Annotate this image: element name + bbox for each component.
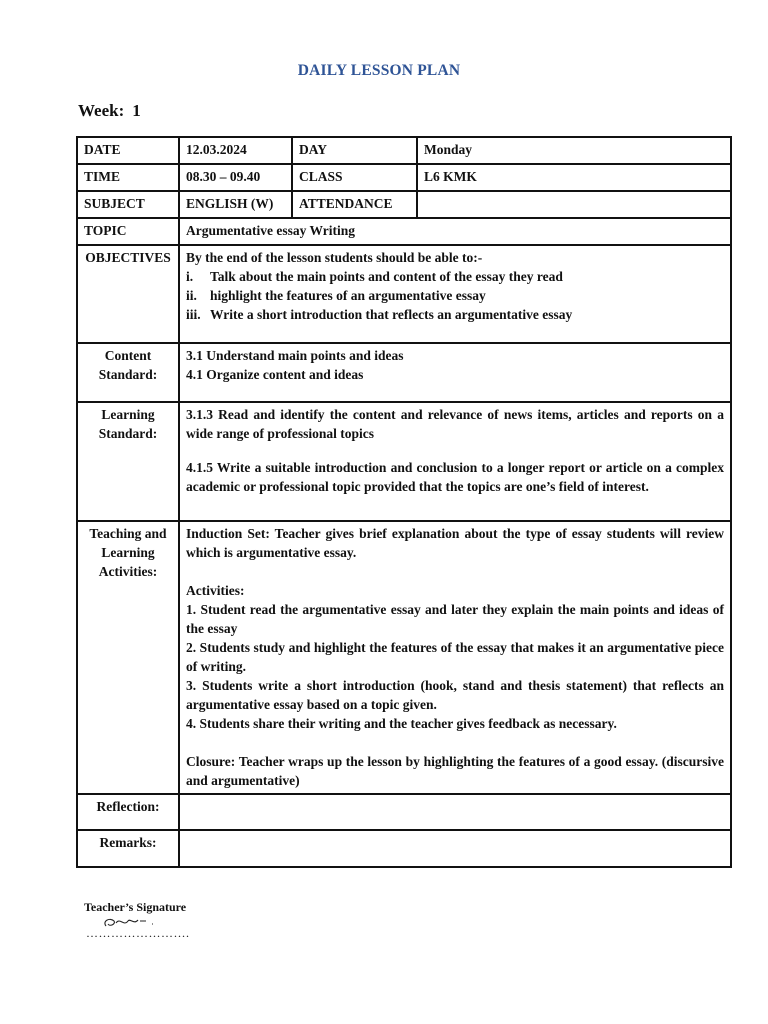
activity-item: 1. Student read the argumentative essay and later they explain the main points and ideas of the essay [186, 602, 724, 636]
time-value: 08.30 – 09.40 [179, 164, 292, 191]
content-standard-item: 3.1 Understand main points and ideas [186, 348, 404, 363]
activities-content [179, 521, 731, 794]
learning-standard-row [77, 402, 731, 521]
date-value: 12.03.2024 [179, 137, 292, 164]
remarks-row [77, 830, 731, 867]
objective-number: i. [186, 269, 194, 284]
activities-label: Teaching and Learning Activities: [77, 521, 179, 794]
objective-text: highlight the features of an argumentative essay [210, 288, 486, 303]
attendance-value [417, 191, 731, 218]
lesson-plan-table [76, 136, 732, 868]
reflection-label: Reflection: [77, 794, 179, 830]
topic-label: TOPIC [77, 218, 179, 245]
induction-set: Induction Set: Teacher gives brief explanation about the type of essay students will review which is argumentative essay. [186, 526, 724, 560]
day-value: Monday [417, 137, 731, 164]
reflection-value [179, 794, 731, 830]
subject-row [77, 191, 731, 218]
learning-standard-item: 3.1.3 Read and identify the content and relevance of news items, articles and reports on a wide range of professional topics [186, 407, 724, 441]
topic-row [77, 218, 731, 245]
objective-text: Talk about the main points and content of the essay they read [210, 269, 563, 284]
content-standard-label: Content Standard: [77, 343, 179, 402]
closure: Closure: Teacher wraps up the lesson by highlighting the features of a good essay. (discursive and argumentative) [186, 754, 724, 788]
activities-row [77, 521, 731, 794]
page-title: DAILY LESSON PLAN [297, 62, 461, 79]
date-row [77, 137, 731, 164]
activity-item: 3. Students write a short introduction (hook, stand and thesis statement) that reflects an argumentative essay based on a topic given. [186, 678, 724, 712]
objective-number: ii. [186, 288, 197, 303]
content-standard-content [179, 343, 731, 402]
objective-item [186, 305, 724, 324]
activity-item: 4. Students share their writing and the teacher gives feedback as necessary. [186, 716, 617, 731]
day-label: DAY [292, 137, 417, 164]
signature-label: Teacher’s Signature [84, 900, 187, 914]
week-number: 1 [132, 101, 141, 120]
objective-item [186, 267, 724, 286]
remarks-label: Remarks: [77, 830, 179, 867]
objectives-intro: By the end of the lesson students should be able to:- [186, 250, 483, 265]
learning-standard-content [179, 402, 731, 521]
activities-heading: Activities: [186, 583, 245, 598]
signature-line: ……………………. [86, 926, 190, 940]
spacer [186, 562, 724, 581]
reflection-row [77, 794, 731, 830]
week-heading [78, 101, 141, 121]
learning-standard-item: 4.1.5 Write a suitable introduction and conclusion to a longer report or article on a complex academic or professional topic provided that the topics are one’s field of interest. [186, 460, 724, 494]
activity-item: 2. Students study and highlight the features of the essay that makes it an argumentative piece of writing. [186, 640, 724, 674]
objective-text: Write a short introduction that reflects an argumentative essay [210, 307, 573, 322]
objectives-content [179, 245, 731, 343]
objective-number: iii. [186, 307, 201, 322]
time-row [77, 164, 731, 191]
objective-item [186, 286, 724, 305]
content-standard-item: 4.1 Organize content and ideas [186, 367, 364, 382]
subject-value: ENGLISH (W) [179, 191, 292, 218]
time-label: TIME [77, 164, 179, 191]
spacer [186, 733, 724, 752]
objectives-label: OBJECTIVES [77, 245, 179, 343]
spacer [186, 443, 724, 458]
week-label: Week: [78, 101, 125, 120]
objectives-row [77, 245, 731, 343]
subject-label: SUBJECT [77, 191, 179, 218]
attendance-label: ATTENDANCE [292, 191, 417, 218]
content-standard-row [77, 343, 731, 402]
topic-value: Argumentative essay Writing [179, 218, 731, 245]
remarks-value [179, 830, 731, 867]
class-label: CLASS [292, 164, 417, 191]
learning-standard-label: Learning Standard: [77, 402, 179, 521]
date-label: DATE [77, 137, 179, 164]
class-value: L6 KMK [417, 164, 731, 191]
